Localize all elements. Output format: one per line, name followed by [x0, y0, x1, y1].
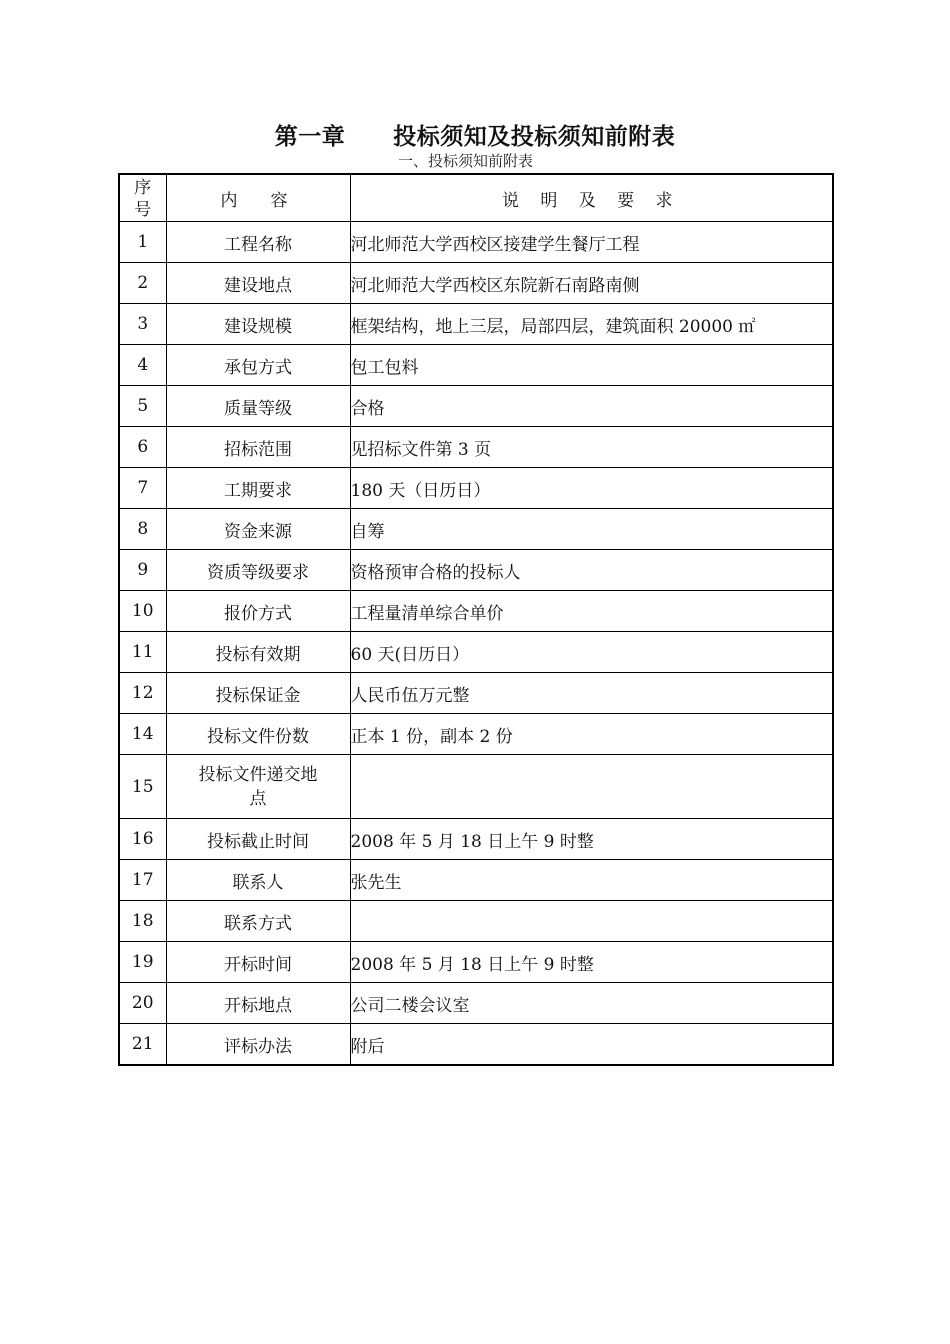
row-number: 7: [119, 468, 166, 509]
row-item: 资质等级要求: [166, 550, 350, 591]
row-item: 承包方式: [166, 345, 350, 386]
row-item: 建设地点: [166, 263, 350, 304]
row-description: 资格预审合格的投标人: [350, 550, 833, 591]
row-number: 20: [119, 983, 166, 1024]
row-description: [350, 901, 833, 942]
table-row: [119, 755, 833, 819]
row-item: 招标范围: [166, 427, 350, 468]
row-item: 投标保证金: [166, 673, 350, 714]
row-item: 投标有效期: [166, 632, 350, 673]
row-description: 180 天（日历日）: [350, 468, 833, 509]
table-row: [119, 1024, 833, 1066]
row-number: 6: [119, 427, 166, 468]
table-row: [119, 983, 833, 1024]
row-number: 14: [119, 714, 166, 755]
row-description: 见招标文件第 3 页: [350, 427, 833, 468]
bidding-requirements-table: [118, 173, 834, 1066]
header-content: 内 容: [166, 174, 350, 222]
row-item: 开标地点: [166, 983, 350, 1024]
table-row: [119, 632, 833, 673]
row-description: 附后: [350, 1024, 833, 1066]
row-number: 17: [119, 860, 166, 901]
row-number: 5: [119, 386, 166, 427]
table-row: [119, 673, 833, 714]
row-description: 河北师范大学西校区接建学生餐厅工程: [350, 222, 833, 263]
row-description: 河北师范大学西校区东院新石南路南侧: [350, 263, 833, 304]
row-description: 公司二楼会议室: [350, 983, 833, 1024]
row-description: 框架结构，地上三层，局部四层，建筑面积 20000 ㎡: [350, 304, 833, 345]
row-item: 工期要求: [166, 468, 350, 509]
row-description: 自筹: [350, 509, 833, 550]
chapter-title: 投标须知及投标须知前附表: [393, 123, 676, 150]
row-number: 9: [119, 550, 166, 591]
table-subtitle: 一、投标须知前附表: [398, 152, 534, 170]
table-row: [119, 304, 833, 345]
table-row: [119, 263, 833, 304]
table-row: [119, 591, 833, 632]
header-serial-number: 序 号: [119, 174, 166, 222]
header-description: 说 明 及 要 求: [350, 174, 833, 222]
row-item: 投标文件递交地 点: [166, 755, 350, 819]
row-item: 评标办法: [166, 1024, 350, 1066]
row-number: 3: [119, 304, 166, 345]
table-row: [119, 222, 833, 263]
row-number: 18: [119, 901, 166, 942]
table-row: [119, 550, 833, 591]
table-row: [119, 386, 833, 427]
table-row: [119, 819, 833, 860]
table-header-row: [119, 174, 833, 222]
row-description: 人民币伍万元整: [350, 673, 833, 714]
row-item: 联系人: [166, 860, 350, 901]
chapter-label: 第一章: [274, 123, 346, 150]
row-number: 1: [119, 222, 166, 263]
table-row: [119, 345, 833, 386]
row-item: 资金来源: [166, 509, 350, 550]
row-item: 建设规模: [166, 304, 350, 345]
row-item: 开标时间: [166, 942, 350, 983]
row-number: 4: [119, 345, 166, 386]
row-item: 投标截止时间: [166, 819, 350, 860]
row-description: 包工包料: [350, 345, 833, 386]
table-row: [119, 714, 833, 755]
row-item: 质量等级: [166, 386, 350, 427]
row-description: [350, 755, 833, 819]
row-description: 2008 年 5 月 18 日上午 9 时整: [350, 942, 833, 983]
row-item: 工程名称: [166, 222, 350, 263]
row-number: 21: [119, 1024, 166, 1066]
row-item: 联系方式: [166, 901, 350, 942]
row-item: 报价方式: [166, 591, 350, 632]
row-description: 张先生: [350, 860, 833, 901]
table-row: [119, 468, 833, 509]
row-description: 60 天(日历日）: [350, 632, 833, 673]
row-number: 10: [119, 591, 166, 632]
row-number: 2: [119, 263, 166, 304]
row-number: 12: [119, 673, 166, 714]
table-row: [119, 509, 833, 550]
row-description: 2008 年 5 月 18 日上午 9 时整: [350, 819, 833, 860]
table-row: [119, 942, 833, 983]
row-item: 投标文件份数: [166, 714, 350, 755]
row-number: 11: [119, 632, 166, 673]
table-row: [119, 901, 833, 942]
row-description: 合格: [350, 386, 833, 427]
table-row: [119, 860, 833, 901]
row-number: 19: [119, 942, 166, 983]
row-description: 正本 1 份，副本 2 份: [350, 714, 833, 755]
page-title: [0, 118, 950, 151]
row-number: 15: [119, 755, 166, 819]
row-number: 8: [119, 509, 166, 550]
row-number: 16: [119, 819, 166, 860]
table-row: [119, 427, 833, 468]
row-description: 工程量清单综合单价: [350, 591, 833, 632]
